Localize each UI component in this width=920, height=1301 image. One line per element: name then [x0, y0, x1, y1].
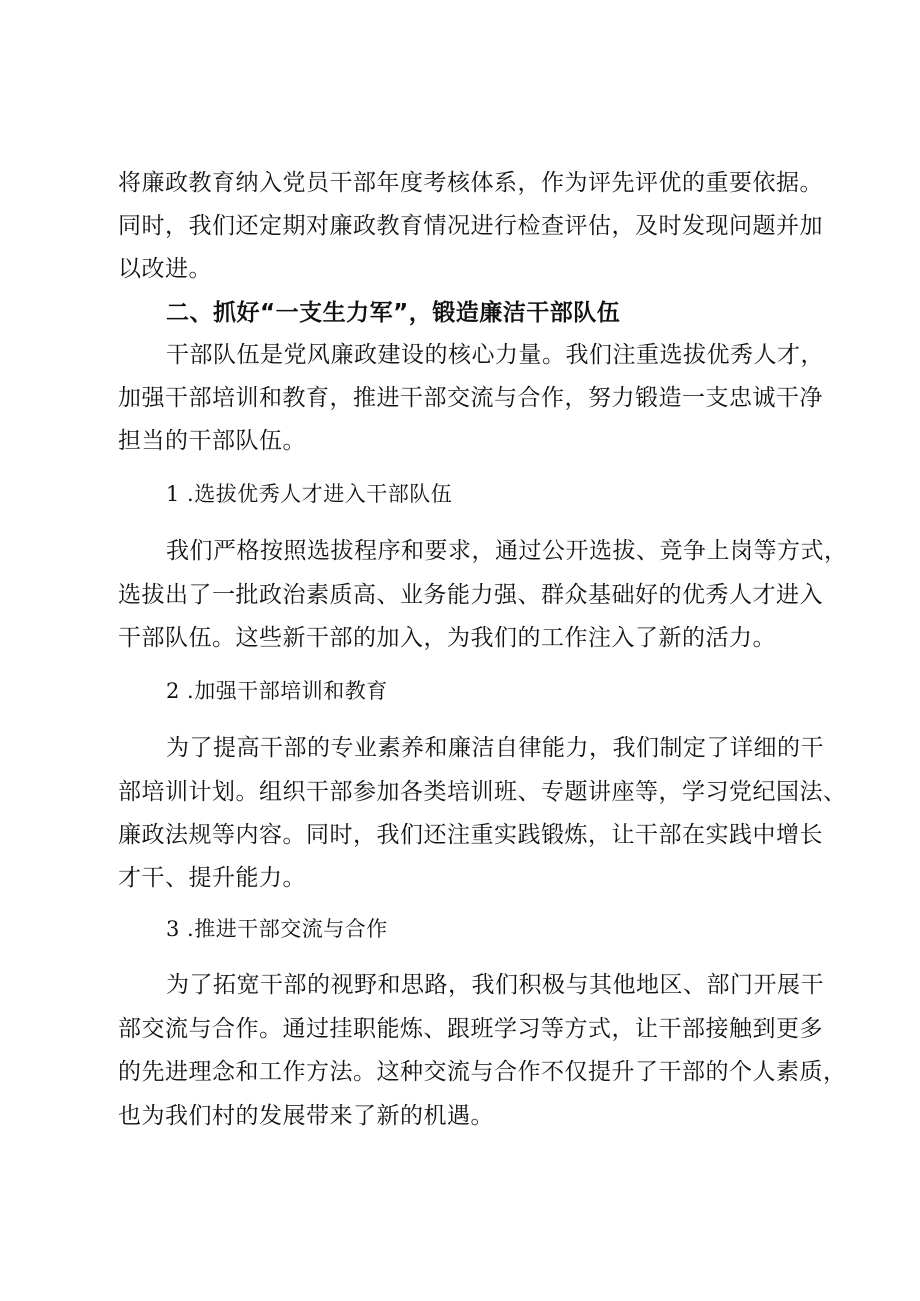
- paragraph-line: 同时，我们还定期对廉政教育情况进行检查评估，及时发现问题并加: [118, 213, 823, 239]
- paragraph-line: 将廉政教育纳入党员干部年度考核体系，作为评先评优的重要依据。: [118, 170, 823, 196]
- paragraph-line: 才干、提升能力。: [118, 865, 306, 891]
- paragraph-line: 以改进。: [118, 256, 212, 282]
- paragraph-line: 为了拓宽干部的视野和思路，我们积极与其他地区、部门开展干: [166, 972, 824, 998]
- paragraph-line: 干部队伍是党风廉政建设的核心力量。我们注重选拔优秀人才，: [166, 342, 824, 368]
- paragraph-line: 干部队伍。这些新干部的加入，为我们的工作注入了新的活力。: [118, 625, 776, 651]
- paragraph-line: 的先进理念和工作方法。这种交流与合作不仅提升了干部的个人素质，: [118, 1059, 847, 1085]
- paragraph-line: 廉政法规等内容。同时，我们还注重实践锻炼，让干部在实践中增长: [118, 822, 823, 848]
- paragraph-line: 选拔出了一批政治素质高、业务能力强、群众基础好的优秀人才进入: [118, 582, 823, 608]
- paragraph-line: 担当的干部队伍。: [118, 428, 306, 454]
- paragraph-line: 我们严格按照选拔程序和要求，通过公开选拔、竞争上岗等方式，: [166, 538, 848, 564]
- section-heading: 二、抓好“一支生力军”，锻造廉洁干部队伍: [166, 300, 621, 326]
- paragraph-line: 部培训计划。组织干部参加各类培训班、专题讲座等，学习党纪国法、: [118, 779, 847, 805]
- item-heading: 1 .选拔优秀人才进入干部队伍: [166, 482, 453, 506]
- item-heading: 2 .加强干部培训和教育: [166, 679, 388, 703]
- paragraph-line: 加强干部培训和教育，推进干部交流与合作，努力锻造一支忠诚干净: [118, 385, 823, 411]
- paragraph-line: 为了提高干部的专业素养和廉洁自律能力，我们制定了详细的干: [166, 735, 824, 761]
- paragraph-line: 也为我们村的发展带来了新的机遇。: [118, 1103, 494, 1129]
- item-heading: 3 .推进干部交流与合作: [166, 917, 388, 941]
- paragraph-line: 部交流与合作。通过挂职能炼、跟班学习等方式，让干部接触到更多: [118, 1016, 823, 1042]
